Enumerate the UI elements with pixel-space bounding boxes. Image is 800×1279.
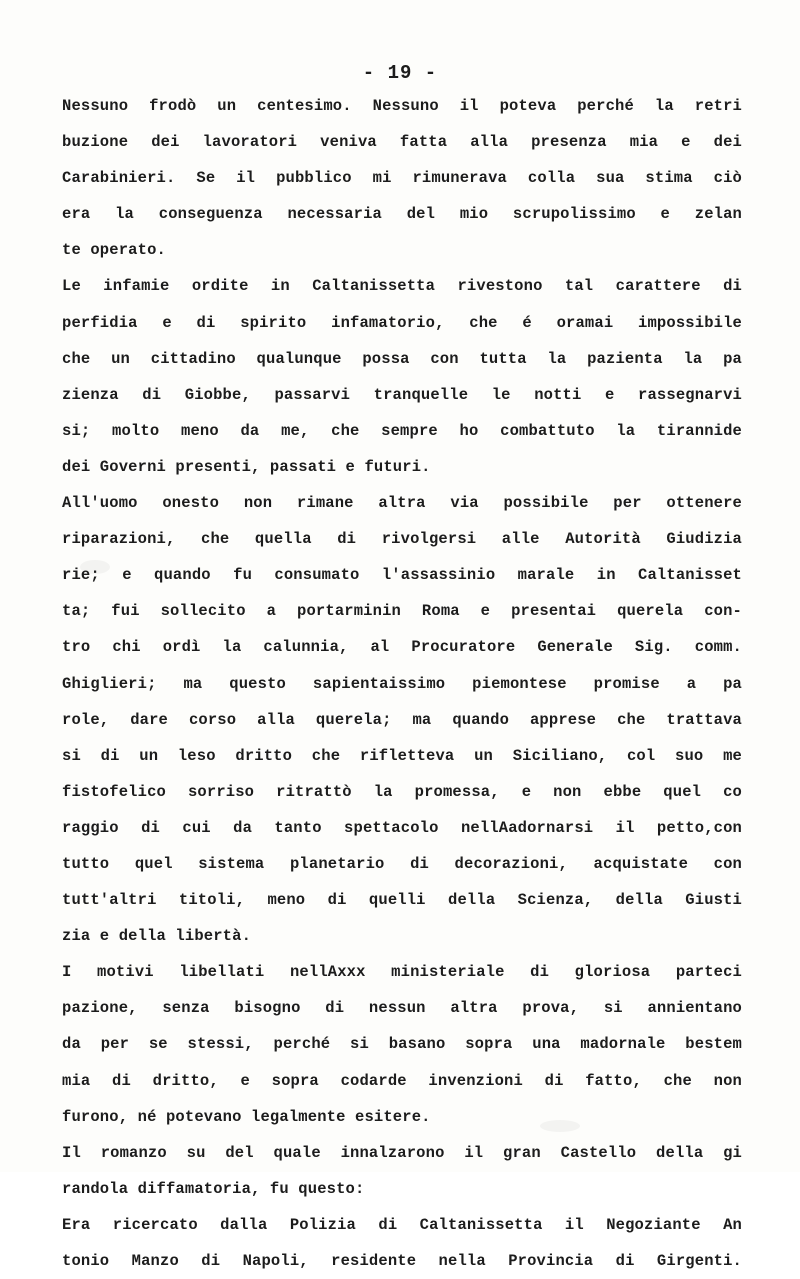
text-line: si di un leso dritto che rifletteva un Siciliano, col suo me [62,746,742,765]
text-line: te operato. [62,241,166,260]
text-line: tonio Manzo di Napoli, residente nella Provincia di Girgenti. [62,1252,742,1270]
text-line: Carabinieri. Se il pubblico mi rimunerava colla sua stima ciò [62,169,742,188]
text-line: si; molto meno da me, che sempre ho combattuto la tirannide [62,421,742,440]
page-number: - 19 - [362,62,438,84]
text-line: da per se stessi, perché si basano sopra una madornale bestem [62,1035,742,1054]
text-line: fistofelico sorriso ritrattò la promessa, e non ebbe quel co [62,782,742,801]
text-line: tutto quel sistema planetario di decorazioni, acquistate con [62,854,742,873]
text-line: Nessuno frodò un centesimo. Nessuno il poteva perché la retri [62,97,742,115]
text-line: pazione, senza bisogno di nessun altra prova, si annientano [62,999,742,1018]
text-line: randola diffamatoria, fu questo: [62,1179,365,1198]
text-line: mia di dritto, e sopra codarde invenzioni di fatto, che non [62,1071,742,1090]
text-line: buzione dei lavoratori veniva fatta alla presenza mia e dei [62,133,742,152]
text-line: ta; fui sollecito a portarminin Roma e presentai querela con- [62,602,742,621]
text-line: zienza di Giobbe, passarvi tranquelle le notti e rassegnarvi [62,385,742,404]
text-line: Era ricercato dalla Polizia di Caltanissetta il Negoziante An [62,1215,742,1234]
text-line: Il romanzo su del quale innalzarono il gran Castello della gi [62,1143,742,1162]
text-line: rie; e quando fu consumato l'assassinio marale in Caltanisset [62,566,742,585]
text-line: tutt'altri titoli, meno di quelli della Scienza, della Giusti [62,891,742,910]
body-text [62,88,742,1279]
text-line: raggio di cui da tanto spettacolo nellAadornarsi il petto,con [62,818,742,837]
text-line: riparazioni, che quella di rivolgersi alle Autorità Giudizia [62,530,742,549]
text-line: furono, né potevano legalmente esitere. [62,1107,431,1126]
text-line: zia e della libertà. [62,927,252,946]
text-line: Ghiglieri; ma questo sapientaissimo piemontese promise a pa [62,674,742,693]
text-line: era la conseguenza necessaria del mio scrupolissimo e zelan [62,205,742,224]
text-line: perfidia e di spirito infamatorio, che é oramai impossibile [62,313,742,332]
text-line: dei Governi presenti, passati e futuri. [62,457,431,476]
text-line: tro chi ordì la calunnia, al Procuratore Generale Sig. comm. [62,638,742,657]
text-line: Le infamie ordite in Caltanissetta rivestono tal carattere di [62,277,742,296]
text-line: che un cittadino qualunque possa con tutta la pazienta la pa [62,349,742,368]
text-line: role, dare corso alla querela; ma quando apprese che trattava [62,710,742,729]
text-line: I motivi libellati nellAxxx ministeriale di gloriosa parteci [62,963,742,982]
text-line: All'uomo onesto non rimane altra via possibile per ottenere [62,494,742,513]
